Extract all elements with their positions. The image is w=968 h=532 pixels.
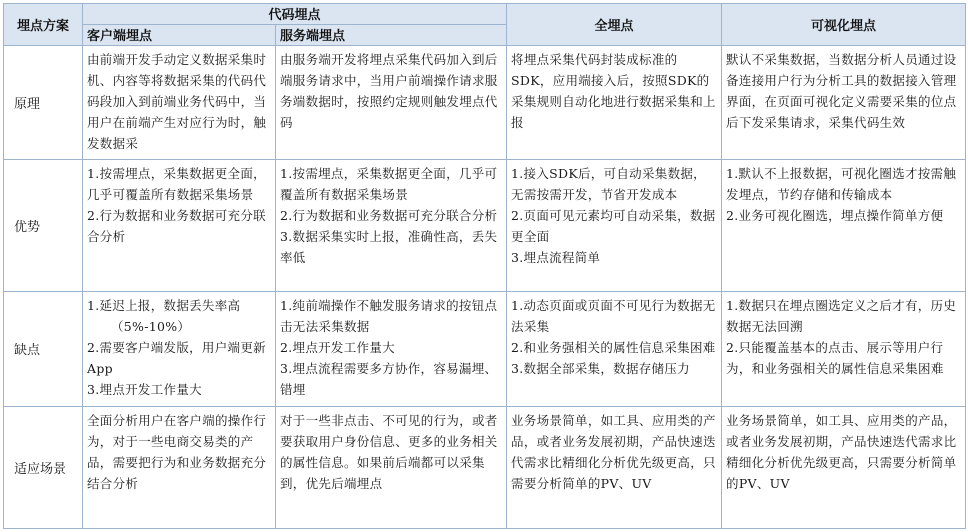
row-label-disadvantages: 缺点 [4, 292, 83, 406]
advantages-server-item: 3.数据采集实时上报，准确性高，丢失率低 [280, 228, 498, 265]
row-principle [4, 45, 966, 159]
header-client-side: 客户端埋点 [83, 24, 276, 45]
advantages-visual [722, 159, 966, 292]
advantages-server [276, 159, 507, 292]
disadvantages-server [276, 292, 507, 406]
principle-client: 由前端开发手动定义数据采集时机、内容等将数据采集的代码代码段加入到前端业务代码中，当用户在前端产生对应行为时，触发数据采 [83, 45, 276, 159]
advantages-server-item: 1.按需埋点，采集数据更全面，几乎可覆盖所有数据采集场景 [280, 165, 498, 202]
tracking-comparison-table-container [3, 3, 965, 529]
advantages-full-item: 3.埋点流程简单 [511, 249, 601, 265]
advantages-visual-item: 1.默认不上报数据，可视化圈选才按需触发埋点，节约存储和传输成本 [726, 165, 957, 202]
disadvantages-client-item: 3.埋点开发工作量大 [87, 382, 202, 398]
disadvantages-visual-item: 2.只能覆盖基本的点击、展示等用户行为，和业务强相关的属性信息采集困难 [726, 340, 944, 377]
disadvantages-client-item: 2.需要客户端发版，用户端更新App [87, 340, 266, 377]
row-advantages [4, 159, 966, 292]
tracking-comparison-table [3, 3, 966, 529]
advantages-full-item: 2.页面可见元素均可自动采集，数据更全面 [511, 207, 716, 244]
disadvantages-full-item: 1.动态页面或页面不可见行为数据无法采集 [511, 298, 716, 335]
disadvantages-visual [722, 292, 966, 406]
advantages-visual-item: 2.业务可视化圈选，埋点操作简单方便 [726, 207, 944, 223]
row-disadvantages [4, 292, 966, 406]
row-label-scenarios: 适应场景 [4, 406, 83, 528]
row-label-advantages: 优势 [4, 159, 83, 292]
advantages-full [507, 159, 722, 292]
principle-visual: 默认不采集数据，当数据分析人员通过设备连接用户行为分析工具的数据接入管理界面，在页面可视化定义需要采集的位点后下发采集请求，采集代码生效 [722, 45, 966, 159]
disadvantages-client [83, 292, 276, 406]
scenarios-server: 对于一些非点击、不可见的行为，或者要获取用户身份信息、更多的业务相关的属性信息。如果前后端都可以采集到，优先后端埋点 [276, 406, 507, 528]
row-label-principle: 原理 [4, 45, 83, 159]
advantages-client-item: 1.按需埋点，采集数据更全面，几乎可覆盖所有数据采集场景 [87, 165, 266, 202]
scenarios-visual: 业务场景简单，如工具、应用类的产品，或者业务发展初期，产品快速迭代需求比精细化分析优先级更高，只需要分析简单的PV、UV [722, 406, 966, 528]
header-scheme: 埋点方案 [4, 4, 83, 46]
principle-full: 将埋点采集代码封装成标准的SDK，应用端接入后，按照SDK的采集规则自动化地进行数据采集和上报 [507, 45, 722, 159]
disadvantages-full [507, 292, 722, 406]
scenarios-full: 业务场景简单，如工具、应用类的产品，或者业务发展初期，产品快速迭代需求比精细化分析优先级更高，只需要分析简单的PV、UV [507, 406, 722, 528]
disadvantages-server-item: 1.纯前端操作不触发服务请求的按钮点击无法采集数据 [280, 298, 498, 335]
scenarios-client: 全面分析用户在客户端的操作行为，对于一些电商交易类的产品，需要把行为和业务数据充分结合分析 [83, 406, 276, 528]
header-code-tracking: 代码埋点 [83, 4, 507, 25]
header-visual-tracking: 可视化埋点 [722, 4, 966, 46]
disadvantages-client-rate: （5%-10%） [111, 319, 191, 335]
disadvantages-client-item: 1.延迟上报，数据丢失率高 [87, 298, 241, 314]
principle-server: 由服务端开发将埋点采集代码加入到后端服务请求中，当用户前端操作请求服务端数据时，按照约定规则触发埋点代码 [276, 45, 507, 159]
disadvantages-full-item: 3.数据全部采集，数据存储压力 [511, 361, 690, 377]
advantages-full-item: 1.接入SDK后，可自动采集数据，无需按需开发，节省开发成本 [511, 165, 706, 202]
row-scenarios [4, 406, 966, 528]
advantages-client [83, 159, 276, 292]
disadvantages-visual-item: 1.数据只在埋点圈选定义之后才有，历史数据无法回溯 [726, 298, 957, 335]
advantages-client-item: 2.行为数据和业务数据可充分联合分析 [87, 207, 266, 244]
header-full-tracking: 全埋点 [507, 4, 722, 46]
header-server-side: 服务端埋点 [276, 24, 507, 45]
disadvantages-server-item: 2.埋点开发工作量大 [280, 340, 395, 356]
advantages-server-item: 2.行为数据和业务数据可充分联合分析 [280, 207, 498, 223]
header-row-top [4, 4, 966, 25]
disadvantages-server-item: 3.埋点流程需要多方协作，容易漏埋、错埋 [280, 361, 498, 398]
disadvantages-full-item: 2.和业务强相关的属性信息采集困难 [511, 340, 716, 356]
